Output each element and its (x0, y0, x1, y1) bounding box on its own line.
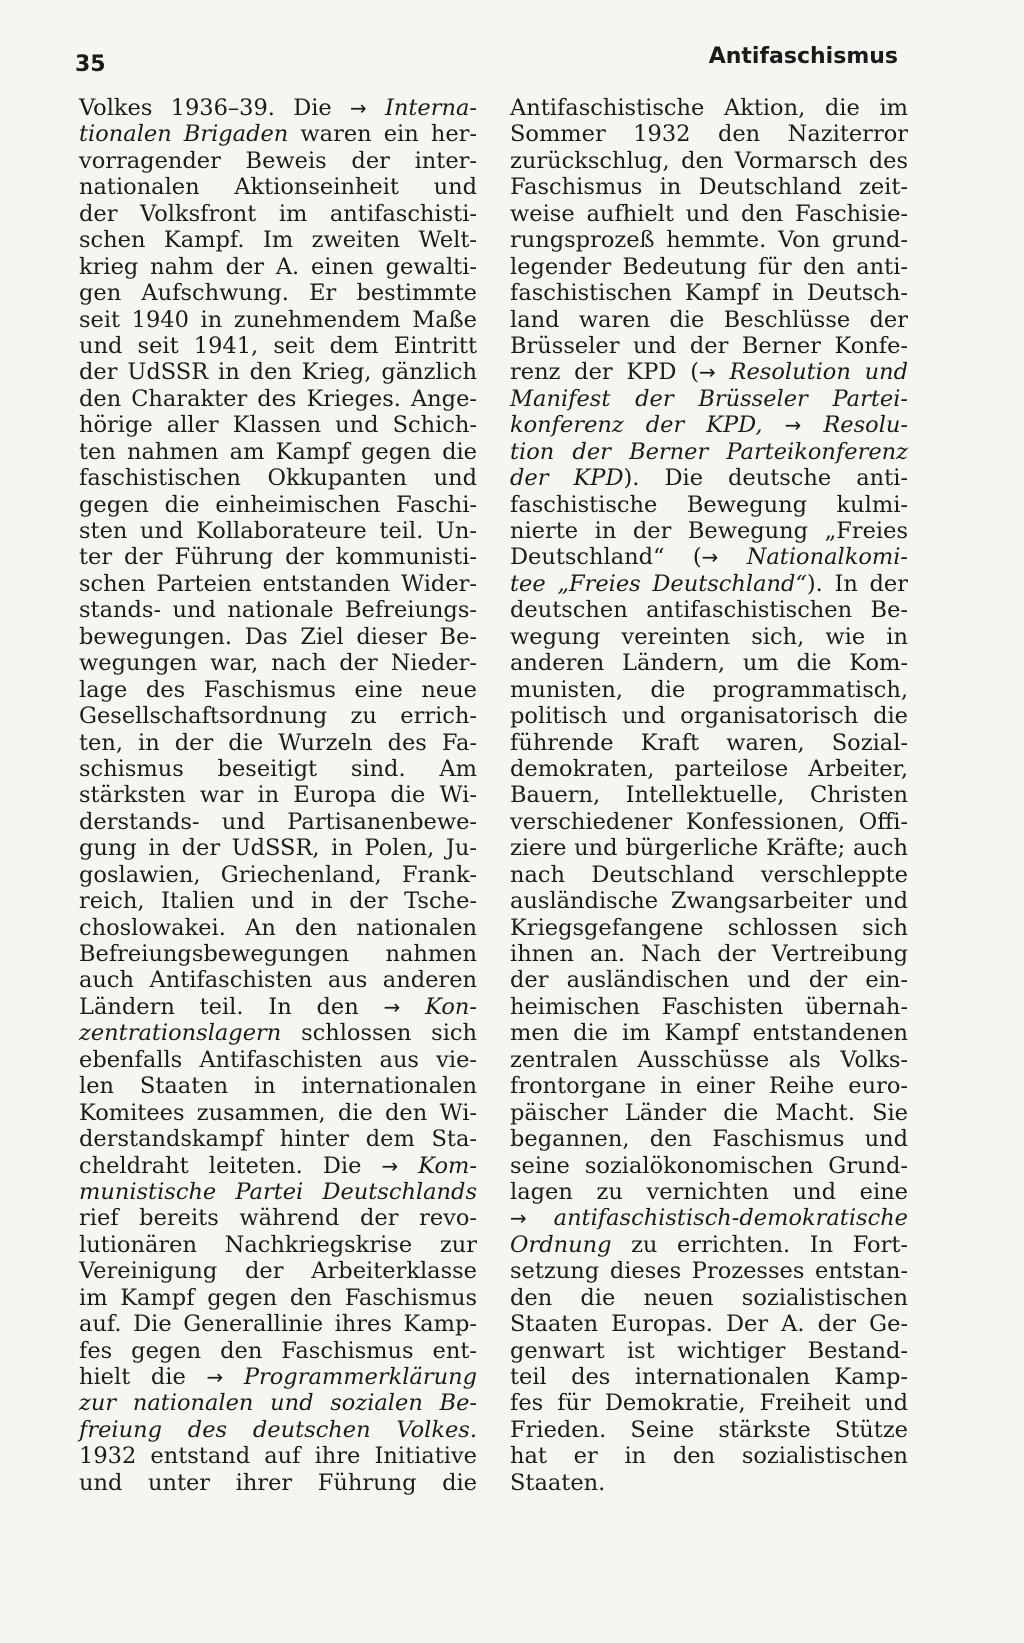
text-line (510, 227, 908, 253)
text-line (510, 730, 908, 756)
text-run: zurückschlug, den Vormarsch des (510, 147, 908, 174)
text-run: Befreiungsbewegungen nahmen (79, 941, 477, 967)
text-run: den Charakter des Krieges. Ange- (79, 385, 477, 412)
text-line (79, 1205, 477, 1231)
cross-reference: Kom- (418, 1152, 477, 1179)
text-run: derstands- und Partisanenbewe- (79, 808, 477, 835)
text-line (510, 333, 908, 359)
text-line (79, 1390, 477, 1416)
text-run: hörige aller Klassen und Schich- (79, 412, 477, 439)
text-line (79, 359, 477, 385)
text-run (718, 544, 746, 570)
text-run: und seit 1941, seit dem Eintritt (79, 332, 477, 359)
text-line (79, 412, 477, 438)
cross-reference: Manifest der Brüsseler Partei- (510, 385, 908, 412)
page-number: 35 (75, 52, 106, 77)
reference-arrow-icon: → (349, 96, 367, 120)
text-run: choslowakei. An den nationalen (79, 914, 477, 941)
text-run: auch Antifaschisten aus anderen (79, 967, 477, 994)
cross-reference: antifaschistisch-demokratische (553, 1205, 908, 1232)
text-run: 1932 entstand auf ihre Initiative (79, 1443, 477, 1470)
text-line (510, 148, 908, 174)
text-run: päischer Länder die Macht. Sie (510, 1099, 908, 1126)
cross-reference: Resolu- (823, 412, 908, 439)
text-run: Deutschland“ ( (510, 544, 702, 571)
text-run: rungsprozeß hemmte. Von grund- (510, 227, 908, 254)
text-line (79, 597, 477, 623)
cross-reference: Kon- (425, 993, 477, 1020)
text-line (79, 1285, 477, 1311)
text-line (79, 1364, 477, 1390)
text-run: rief bereits während der revo- (79, 1205, 477, 1232)
text-run: den die neuen sozialistischen (510, 1284, 908, 1311)
text-run: schen Parteien entstanden Wider- (79, 570, 477, 597)
text-line (510, 201, 908, 227)
text-line (510, 1364, 908, 1390)
text-run: bewegungen. Das Ziel dieser Be- (79, 623, 477, 650)
text-line (510, 412, 908, 438)
text-line (79, 1232, 477, 1258)
text-run: genwart ist wichtiger Bestand- (510, 1337, 908, 1364)
text-run: Sommer 1932 den Naziterror (510, 121, 908, 148)
text-line (79, 1417, 477, 1443)
text-run: renz der KPD ( (510, 359, 699, 386)
text-line (510, 1232, 908, 1258)
text-line (79, 571, 477, 597)
text-line (510, 571, 908, 597)
text-run: Staaten. (510, 1469, 606, 1496)
cross-reference: zentrationslagern (79, 1020, 282, 1047)
text-line (79, 782, 477, 808)
text-run: Ländern teil. In den (79, 993, 384, 1020)
text-line (510, 1338, 908, 1364)
cross-reference: Nationalkomi- (746, 544, 909, 571)
text-run: zentralen Ausschüsse als Volks- (510, 1046, 908, 1073)
text-run: Antifaschistische Aktion, die im (510, 95, 908, 121)
text-line (79, 809, 477, 835)
text-run (398, 1153, 418, 1179)
text-line (510, 465, 908, 491)
text-run (223, 1364, 244, 1390)
text-line (510, 1205, 908, 1231)
text-run: führende Kraft waren, Sozial- (510, 729, 908, 756)
text-line (79, 1020, 477, 1046)
text-line (79, 967, 477, 993)
text-line (510, 782, 908, 808)
text-line (510, 174, 908, 200)
text-run: der Volksfront im antifaschisti- (79, 200, 477, 227)
text-line (79, 174, 477, 200)
text-run: Frieden. Seine stärkste Stütze (510, 1416, 908, 1443)
text-line (79, 1338, 477, 1364)
text-line (79, 1100, 477, 1126)
text-line (510, 1179, 908, 1205)
text-run: der UdSSR in den Krieg, gänzlich (79, 359, 477, 386)
text-line (510, 994, 908, 1020)
text-run: auf. Die Generallinie ihres Kamp- (79, 1311, 477, 1338)
text-run: nierte in der Bewegung „Freies (510, 518, 908, 544)
text-line (510, 1153, 908, 1179)
text-line (79, 227, 477, 253)
text-run: ). In der (806, 570, 908, 597)
text-line (79, 1179, 477, 1205)
reference-arrow-icon: → (510, 1206, 527, 1231)
text-run: cheldraht leiteten. Die (79, 1152, 382, 1179)
reference-arrow-icon: → (698, 360, 716, 385)
text-line (510, 650, 908, 676)
text-line (510, 888, 908, 914)
cross-reference: Programmerklärung (243, 1364, 477, 1390)
reference-arrow-icon: → (701, 545, 719, 570)
text-run: lutionären Nachkriegskrise zur (79, 1231, 477, 1258)
text-run (367, 95, 385, 121)
text-run (801, 412, 823, 438)
text-line (79, 994, 477, 1020)
text-line (510, 809, 908, 835)
text-line (79, 280, 477, 306)
right-column (510, 95, 908, 1496)
text-run: und unter ihrer Führung die (79, 1469, 477, 1496)
text-run: seit 1940 in zunehmendem Maße (79, 306, 477, 333)
text-run: verschiedener Konfessionen, Offi- (510, 808, 908, 835)
text-line (79, 1073, 477, 1099)
text-run: deutschen antifaschistischen Be- (510, 597, 908, 624)
text-line (79, 333, 477, 359)
text-run: legender Bedeutung für den anti- (510, 253, 908, 280)
text-line (79, 862, 477, 888)
text-line (79, 492, 477, 518)
text-line (510, 677, 908, 703)
running-head: Antifaschismus (708, 44, 898, 69)
cross-reference: Ordnung (510, 1231, 612, 1258)
text-run: ter der Führung der kommunisti- (79, 544, 477, 571)
text-run: ziere und bürgerliche Kräfte; auch (510, 835, 908, 862)
text-line (510, 254, 908, 280)
text-run: derstandskampf hinter dem Sta- (79, 1126, 477, 1153)
text-line (79, 888, 477, 914)
text-run: politisch und organisatorisch die (510, 703, 908, 730)
text-run: krieg nahm der A. einen gewalti- (79, 253, 477, 280)
text-run (763, 412, 785, 438)
text-line (79, 1126, 477, 1152)
text-run: men die im Kampf entstandenen (510, 1020, 908, 1047)
text-run: seine sozialökonomischen Grund- (510, 1152, 908, 1179)
text-run: Staaten Europas. Der A. der Ge- (510, 1311, 908, 1338)
text-line (79, 465, 477, 491)
text-line (79, 941, 477, 967)
text-run: demokraten, parteilose Arbeiter, (510, 755, 908, 782)
text-run: heimischen Faschisten übernah- (510, 993, 908, 1020)
cross-reference: tion der Berner Parteikonferenz (510, 438, 908, 465)
text-run: hat er in den sozialistischen (510, 1443, 908, 1470)
text-line (79, 386, 477, 412)
text-line (510, 1311, 908, 1337)
text-line (510, 941, 908, 967)
text-run: sten und Kollaborateure teil. Un- (79, 518, 477, 544)
text-line (510, 121, 908, 147)
text-line (79, 624, 477, 650)
cross-reference: tionalen Brigaden (79, 121, 289, 148)
text-run (527, 1205, 554, 1231)
text-line (510, 544, 908, 570)
text-line (79, 1470, 477, 1496)
text-run: stands- und nationale Befreiungs- (79, 597, 477, 624)
text-run: faschistische Bewegung kulmi- (510, 491, 908, 518)
text-run: setzung dieses Prozesses entstan- (510, 1258, 908, 1285)
text-run: reich, Italien und in der Tsche- (79, 888, 477, 915)
text-run: teil des internationalen Kamp- (510, 1364, 908, 1390)
text-line (79, 730, 477, 756)
text-run: Faschismus in Deutschland zeit- (510, 174, 908, 201)
text-line (79, 439, 477, 465)
text-run: Vereinigung der Arbeiterklasse (79, 1258, 477, 1285)
cross-reference: der KPD (510, 465, 624, 492)
text-run: nationalen Aktionseinheit und (79, 174, 477, 201)
text-run: der ausländischen und der ein- (510, 967, 908, 994)
text-run: faschistischen Okkupanten und (79, 465, 477, 492)
text-line (510, 967, 908, 993)
text-line (79, 148, 477, 174)
cross-reference: Interna- (385, 95, 477, 121)
text-line (510, 1126, 908, 1152)
text-run: lage des Faschismus eine neue (79, 676, 477, 703)
text-line (79, 544, 477, 570)
text-line (79, 756, 477, 782)
text-run: hielt die (79, 1364, 207, 1390)
text-run: weise aufhielt und den Faschisie- (510, 200, 908, 227)
reference-arrow-icon: → (383, 994, 401, 1019)
text-line (79, 95, 477, 121)
text-line (79, 121, 477, 147)
text-line (79, 650, 477, 676)
text-line (510, 518, 908, 544)
text-line (79, 703, 477, 729)
text-line (510, 1258, 908, 1284)
text-line (510, 703, 908, 729)
text-line (79, 201, 477, 227)
text-run: land waren die Beschlüsse der (510, 306, 908, 333)
text-run: ten, in der die Wurzeln des Fa- (79, 729, 477, 756)
text-line (510, 1443, 908, 1469)
text-run: waren ein her- (288, 121, 478, 148)
text-line (510, 439, 908, 465)
text-run: schismus beseitigt sind. Am (79, 755, 477, 782)
text-run: gung in der UdSSR, in Polen, Ju- (79, 835, 477, 862)
text-line (510, 280, 908, 306)
text-line (510, 386, 908, 412)
text-run: gen Aufschwung. Er bestimmte (79, 280, 477, 307)
text-run: ten nahmen am Kampf gegen die (79, 438, 477, 465)
text-line (510, 915, 908, 941)
text-run: gegen die einheimischen Faschi- (79, 491, 477, 518)
text-line (79, 1258, 477, 1284)
text-line (510, 359, 908, 385)
text-line (510, 1100, 908, 1126)
text-run: wegungen war, nach der Nieder- (79, 650, 477, 677)
text-line (510, 1417, 908, 1443)
text-line (510, 1047, 908, 1073)
text-run: ebenfalls Antifaschisten aus vie- (79, 1046, 477, 1073)
text-run (400, 994, 425, 1020)
text-run: zu errichten. In Fort- (611, 1231, 908, 1258)
text-line (510, 1285, 908, 1311)
text-line (510, 1020, 908, 1046)
text-line (510, 1390, 908, 1416)
text-run: anderen Ländern, um die Kom- (510, 650, 908, 677)
text-run: Gesellschaftsordnung zu errich- (79, 703, 477, 730)
text-run: ). Die deutsche anti- (623, 465, 909, 492)
text-run: wegung vereinten sich, wie in (510, 623, 908, 650)
text-run: munisten, die programmatisch, (510, 676, 908, 703)
text-run: lagen zu vernichten und eine (510, 1178, 908, 1205)
text-line (510, 756, 908, 782)
text-run: len Staaten in internationalen (79, 1073, 477, 1100)
text-run: schen Kampf. Im zweiten Welt- (79, 227, 477, 254)
text-run: frontorgane in einer Reihe euro- (510, 1073, 908, 1100)
reference-arrow-icon: → (206, 1365, 224, 1389)
text-line (510, 835, 908, 861)
text-run: ihnen an. Nach der Vertreibung (510, 941, 908, 967)
text-line (79, 254, 477, 280)
text-run: Kriegsgefangene schlossen sich (510, 914, 908, 941)
text-run: goslawien, Griechenland, Frank- (79, 861, 477, 888)
text-run: Volkes 1936–39. Die (79, 95, 350, 121)
text-run: fes für Demokratie, Freiheit und (510, 1390, 908, 1417)
text-line (510, 624, 908, 650)
text-line (79, 1311, 477, 1337)
cross-reference: munistische Partei Deutschlands (79, 1178, 477, 1205)
text-line (79, 307, 477, 333)
text-run (716, 359, 730, 385)
left-column (79, 95, 477, 1496)
text-run: begannen, den Faschismus und (510, 1126, 908, 1153)
text-run: Bauern, Intellektuelle, Christen (510, 782, 908, 809)
text-run: faschistischen Kampf in Deutsch- (510, 280, 908, 307)
text-line (510, 1073, 908, 1099)
text-line (79, 518, 477, 544)
text-line (510, 492, 908, 518)
text-run: vorragender Beweis der inter- (79, 147, 477, 174)
cross-reference: konferenz der KPD, (510, 412, 763, 439)
text-line (510, 307, 908, 333)
text-line (510, 862, 908, 888)
reference-arrow-icon: → (381, 1153, 399, 1178)
cross-reference: Resolution und (729, 359, 908, 386)
text-run: Komitees zusammen, die den Wi- (79, 1099, 477, 1126)
cross-reference: freiung des deutschen Volkes. (79, 1416, 477, 1443)
text-line (79, 677, 477, 703)
text-run: fes gegen den Faschismus ent- (79, 1337, 477, 1364)
text-run: nach Deutschland verschleppte (510, 861, 908, 888)
text-line (79, 1047, 477, 1073)
text-line (510, 597, 908, 623)
text-line (79, 835, 477, 861)
text-line (510, 95, 908, 121)
text-run: ausländische Zwangsarbeiter und (510, 888, 908, 915)
reference-arrow-icon: → (784, 413, 802, 438)
cross-reference: tee „Freies Deutschland“ (510, 570, 807, 597)
text-line (79, 915, 477, 941)
text-run: stärksten war in Europa die Wi- (79, 782, 477, 809)
text-line (510, 1470, 908, 1496)
text-line (79, 1153, 477, 1179)
text-run: im Kampf gegen den Faschismus (79, 1284, 477, 1311)
text-line (79, 1443, 477, 1469)
cross-reference: zur nationalen und sozialen Be- (79, 1390, 477, 1417)
text-run: schlossen sich (281, 1020, 477, 1047)
text-run: Brüsseler und der Berner Konfe- (510, 332, 908, 359)
